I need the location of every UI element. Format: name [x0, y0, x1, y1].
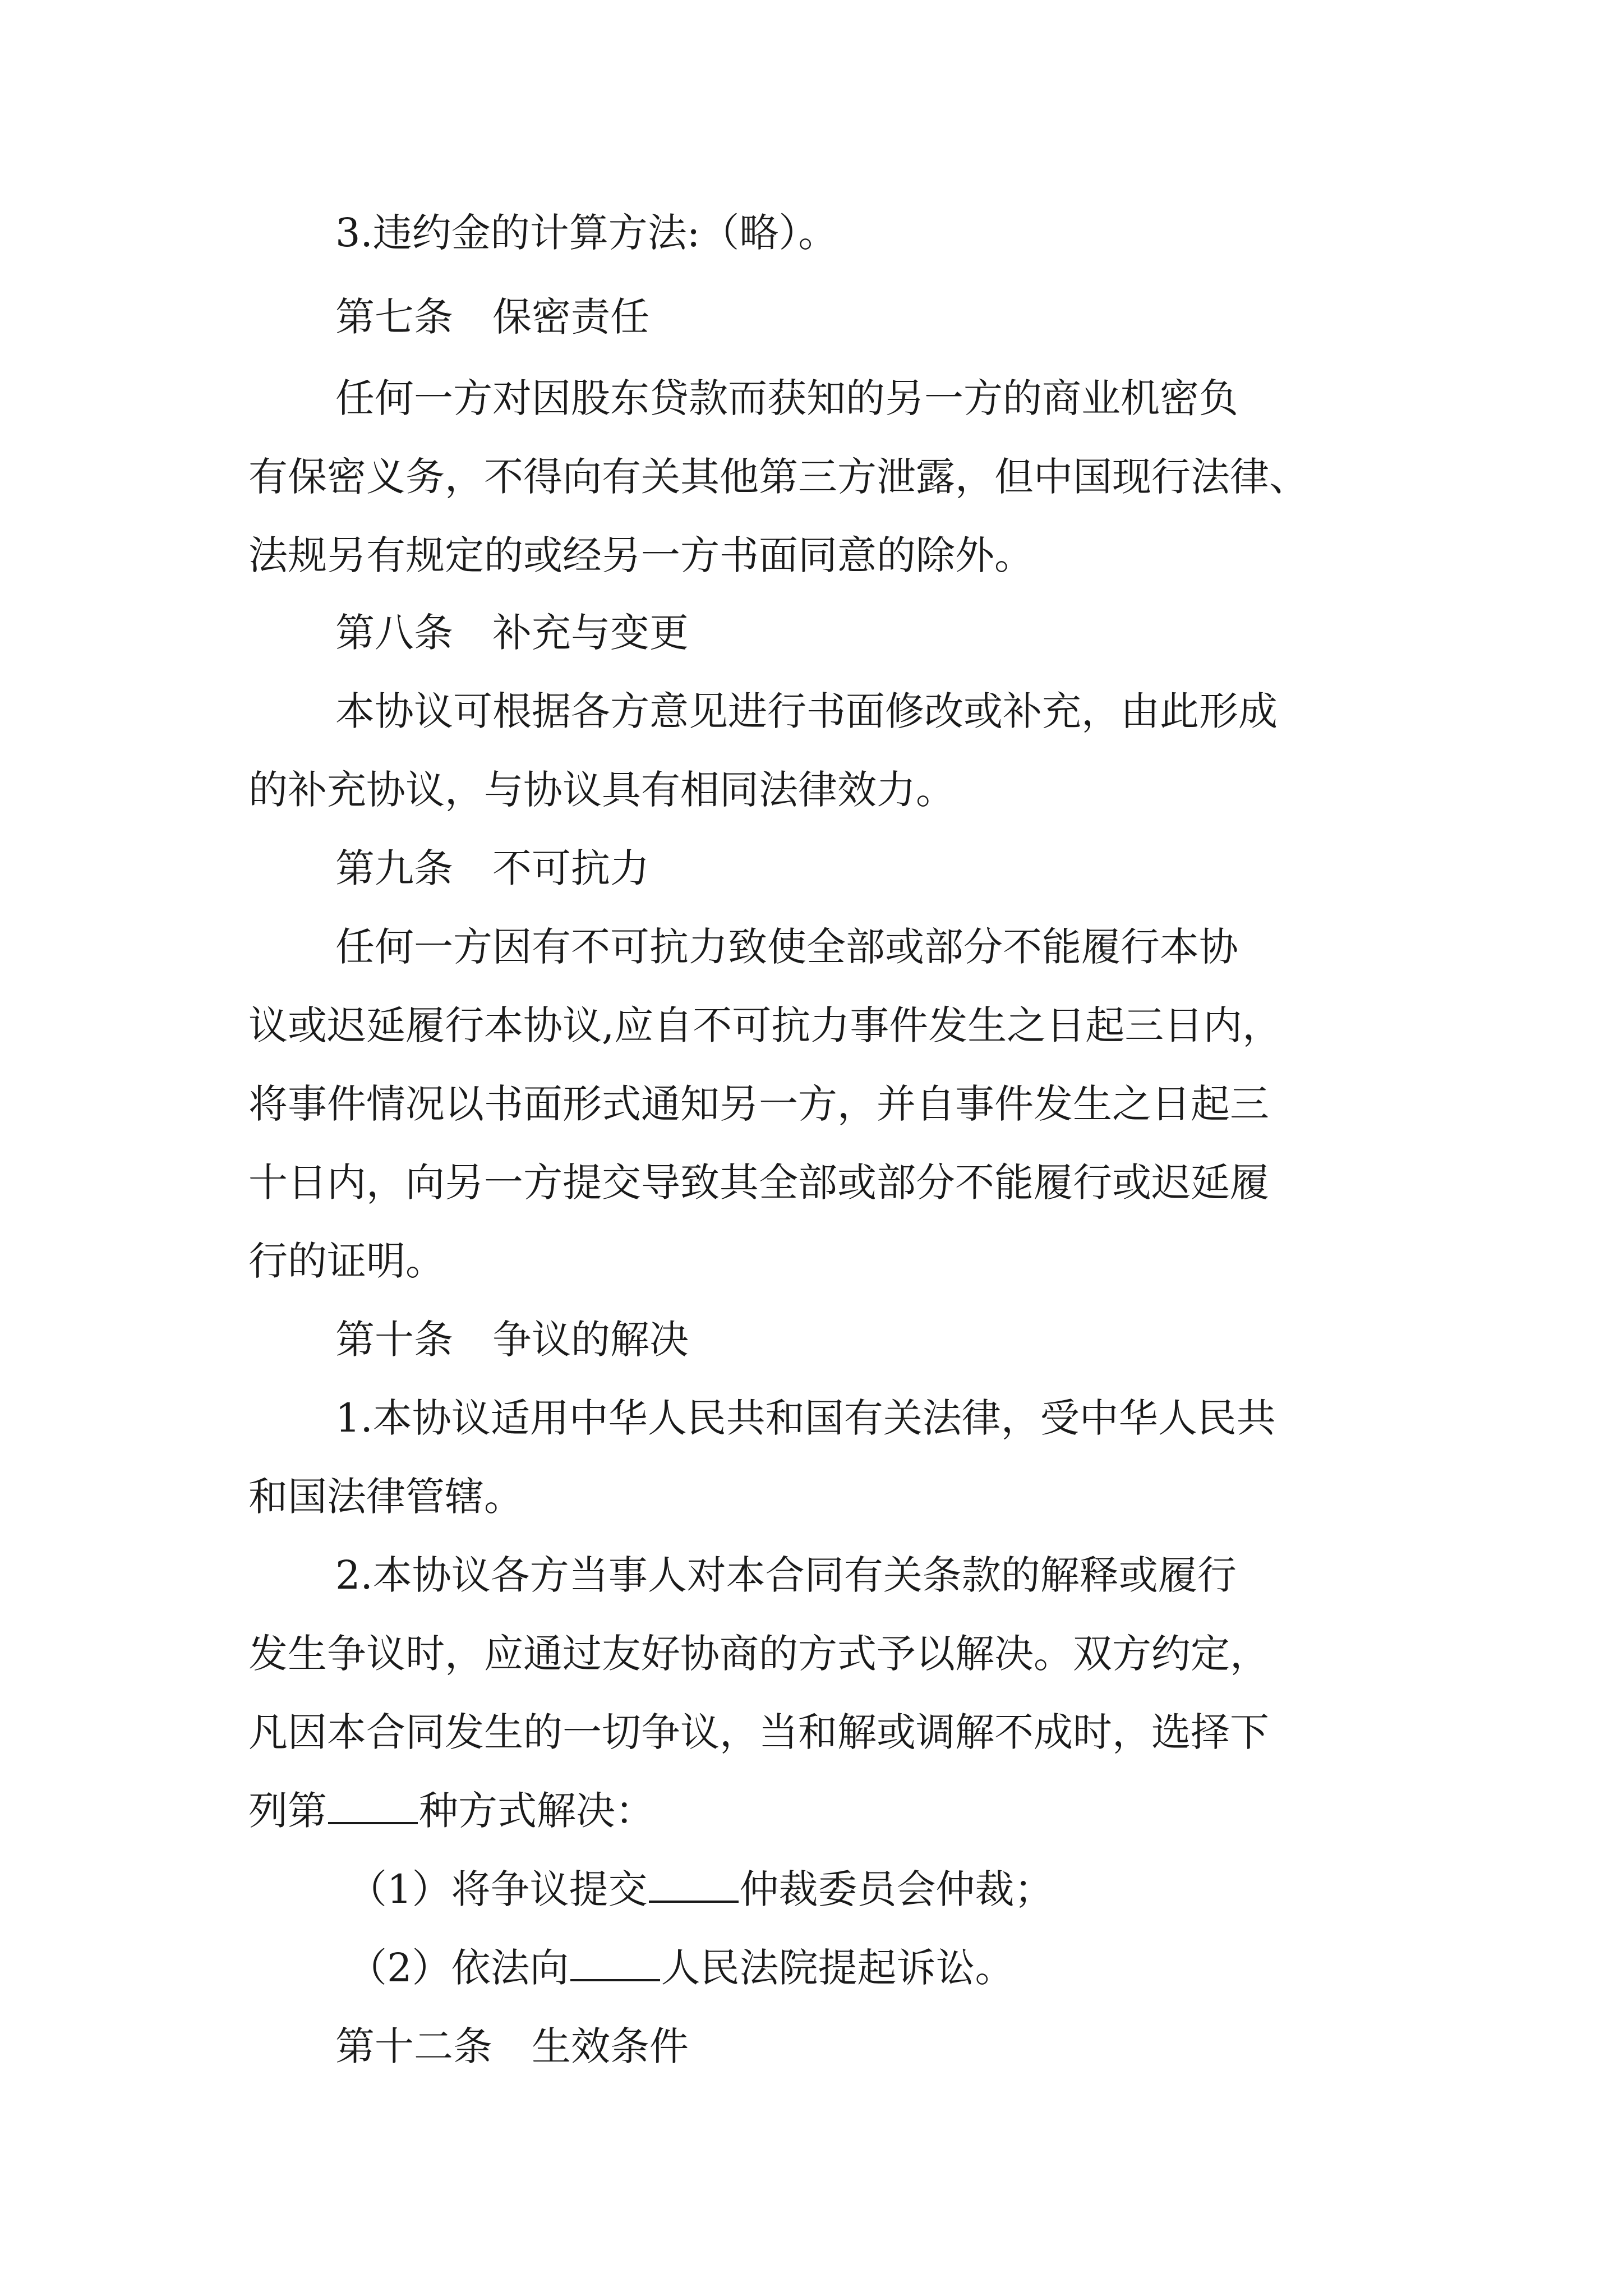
- method-number-blank[interactable]: [328, 1788, 418, 1824]
- article-10-clause-2-line-3: 凡因本合同发生的一切争议，当和解或调解不成时，选择下: [248, 1709, 1269, 1755]
- article-9-text-line-1: 任何一方因有不可抗力致使全部或部分不能履行本协: [335, 924, 1238, 970]
- court-name-blank[interactable]: [570, 1945, 660, 1981]
- article-9-text-line-5: 行的证明。: [248, 1238, 445, 1284]
- option-2-suffix: 人民法院提起诉讼。: [661, 1945, 1015, 1991]
- method-suffix: 种方式解决：: [419, 1788, 654, 1834]
- option-2-prefix: （2）依法向: [348, 1945, 569, 1991]
- method-prefix: 列第: [248, 1788, 327, 1834]
- article-9-text-line-2: 议或迟延履行本协议,应自不可抗力事件发生之日起三日内，: [248, 1002, 1282, 1048]
- article-10-clause-2-line-4: [248, 1783, 654, 1839]
- article-8-text-line-1: 本协议可根据各方意见进行书面修改或补充，由此形成: [335, 688, 1278, 734]
- article-7-text-line-2: 有保密义务，不得向有关其他第三方泄露，但中国现行法律、: [248, 454, 1308, 500]
- article-10-heading: 第十条 争议的解决: [335, 1317, 689, 1363]
- article-7-text-line-3: 法规另有规定的或经另一方书面同意的除外。: [248, 532, 1034, 578]
- article-9-text-line-4: 十日内，向另一方提交导致其全部或部分不能履行或迟延履: [248, 1159, 1269, 1205]
- article-10-clause-2-line-1: 2.本协议各方当事人对本合同有关条款的解释或履行: [335, 1552, 1237, 1598]
- option-1-prefix: （1）将争议提交: [348, 1866, 648, 1912]
- article-12-heading: 第十二条 生效条件: [335, 2023, 689, 2069]
- article-10-clause-1-line-2: 和国法律管辖。: [248, 1474, 523, 1520]
- article-9-heading: 第九条 不可抗力: [335, 845, 649, 891]
- penalty-calculation-line: 3.违约金的计算方法:（略）。: [335, 210, 838, 256]
- option-1-suffix: 仲裁委员会仲裁；: [739, 1866, 1054, 1912]
- article-10-clause-1-line-1: 1.本协议适用中华人民共和国有关法律，受中华人民共: [335, 1395, 1276, 1441]
- article-8-text-line-2: 的补充协议，与协议具有相同法律效力。: [248, 767, 955, 813]
- option-1-arbitration: [348, 1861, 1054, 1917]
- article-9-text-line-3: 将事件情况以书面形式通知另一方，并自事件发生之日起三: [248, 1081, 1269, 1127]
- article-7-text-line-1: 任何一方对因股东贷款而获知的另一方的商业机密负: [335, 375, 1238, 421]
- article-8-heading: 第八条 补充与变更: [335, 610, 689, 656]
- article-7-heading: 第七条 保密责任: [335, 294, 649, 340]
- option-2-litigation: [348, 1940, 1015, 1996]
- article-10-clause-2-line-2: 发生争议时，应通过友好协商的方式予以解决。双方约定，: [248, 1631, 1269, 1677]
- arbitration-commission-blank[interactable]: [649, 1867, 739, 1903]
